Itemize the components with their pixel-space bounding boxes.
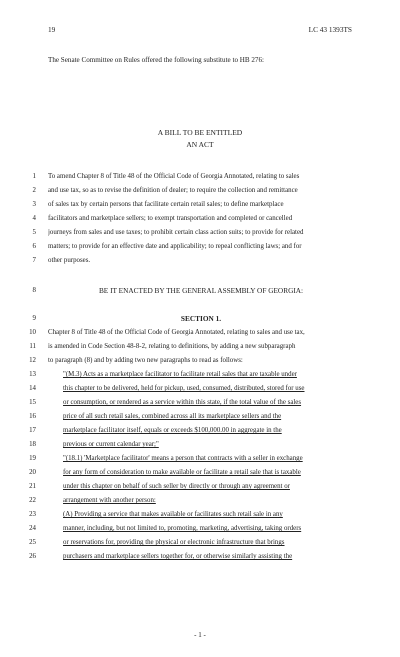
line <box>0 552 400 562</box>
line-number: 23 <box>29 511 36 518</box>
line-text: arrangement with another person: <box>63 497 156 504</box>
line-number: 12 <box>29 357 36 364</box>
line <box>0 482 400 492</box>
line <box>0 314 400 324</box>
enacting-clause: BE IT ENACTED BY THE GENERAL ASSEMBLY OF GEORGIA: <box>98 286 304 295</box>
line-number: 18 <box>29 441 36 448</box>
bill-title: A BILL TO BE ENTITLED <box>157 128 243 137</box>
line-number: 22 <box>29 497 36 504</box>
line-text: marketplace facilitator itself, equals or exceeds $100,000.00 in aggregate in the <box>63 427 282 434</box>
line <box>0 440 400 450</box>
line-number: 21 <box>29 483 36 490</box>
line <box>0 228 400 238</box>
line-number: 6 <box>32 243 36 250</box>
line-text: facilitators and marketplace sellers; to exempt transportation and completed or cancelled <box>48 215 293 222</box>
intro-text: The Senate Committee on Rules offered the following substitute to HB 276: <box>48 56 264 64</box>
line-number: 1 <box>32 173 36 180</box>
line-text: purchasers and marketplace sellers together for, or otherwise similarly assisting the <box>63 553 293 560</box>
line <box>0 328 400 338</box>
line-text: or consumption, or rendered as a service within this state, if the total value of the sales <box>63 399 302 406</box>
page-number-header: 19 <box>48 25 56 34</box>
line <box>0 342 400 352</box>
line <box>0 256 400 266</box>
line <box>0 496 400 506</box>
line-text: journeys from sales and use taxes; to prohibit certain class action suits; to provide for related <box>48 229 304 236</box>
line-text: other purposes. <box>48 257 91 264</box>
line <box>0 524 400 534</box>
line-number: 11 <box>29 343 36 350</box>
line-text: Chapter 8 of Title 48 of the Official Code of Georgia Annotated, relating to sales and use tax, <box>48 329 305 336</box>
line-text: To amend Chapter 8 of Title 48 of the Official Code of Georgia Annotated, relating to sales <box>48 173 300 180</box>
line <box>0 172 400 182</box>
line <box>0 538 400 548</box>
line-number: 16 <box>29 413 36 420</box>
line-number: 5 <box>32 229 36 236</box>
line-text: "(18.1) 'Marketplace facilitator' means a person that contracts with a seller in exchange <box>63 455 303 462</box>
line-text: "(M.3) Acts as a marketplace facilitator to facilitate retail sales that are taxable under <box>63 371 297 378</box>
line-number: 9 <box>32 315 36 322</box>
line-number: 20 <box>29 469 36 476</box>
line-text: (A) Providing a service that makes available or facilitates such retail sale in any <box>63 511 283 518</box>
line <box>0 398 400 408</box>
line <box>0 468 400 478</box>
line <box>0 200 400 210</box>
section-heading: SECTION 1. <box>180 314 222 323</box>
line <box>0 370 400 380</box>
line-text: or reservations for, providing the physical or electronic infrastructure that brings <box>63 539 285 546</box>
line-text: is amended in Code Section 48-8-2, relating to definitions, by adding a new subparagraph <box>48 343 296 350</box>
line-number: 10 <box>29 329 36 336</box>
line-number: 7 <box>32 257 36 264</box>
line-text: and use tax, so as to revise the definition of dealer; to require the collection and remittance <box>48 187 298 194</box>
line-text: to paragraph (8) and by adding two new paragraphs to read as follows: <box>48 357 243 364</box>
line-number: 24 <box>29 525 36 532</box>
line <box>0 286 400 296</box>
line-number: 14 <box>29 385 36 392</box>
line-text: previous or current calendar year;" <box>63 441 159 448</box>
line <box>0 242 400 252</box>
act-title: AN ACT <box>186 140 214 149</box>
document-id: LC 43 1393TS <box>308 25 352 34</box>
line-number: 8 <box>32 287 36 294</box>
line <box>0 426 400 436</box>
line <box>0 510 400 520</box>
line-text: this chapter to be delivered, held for pickup, used, consumed, distributed, stored for use <box>63 385 305 392</box>
line <box>0 356 400 366</box>
line-number: 3 <box>32 201 36 208</box>
line <box>0 384 400 394</box>
line-text: of sales tax by certain persons that facilitate certain retail sales; to define marketplace <box>48 201 284 208</box>
line-number: 26 <box>29 553 36 560</box>
line-text: under this chapter on behalf of such seller by directly or through any agreement or <box>63 483 290 490</box>
line-number: 15 <box>29 399 36 406</box>
line-number: 2 <box>32 187 36 194</box>
line-text: price of all such retail sales, combined across all its marketplace sellers and the <box>63 413 282 420</box>
line-text: matters; to provide for an effective date and applicability; to repeal conflicting laws; and for <box>48 243 302 250</box>
line-number: 17 <box>29 427 36 434</box>
line <box>0 454 400 464</box>
line-number: 4 <box>32 215 36 222</box>
line-number: 13 <box>29 371 36 378</box>
line-number: 25 <box>29 539 36 546</box>
line <box>0 186 400 196</box>
line-number: 19 <box>29 455 36 462</box>
line-text: manner, including, but not limited to, promoting, marketing, advertising, taking orders <box>63 525 302 532</box>
line-text: for any form of consideration to make available or facilitate a retail sale that is taxable <box>63 469 301 476</box>
line <box>0 412 400 422</box>
line <box>0 214 400 224</box>
page-footer: - 1 - <box>194 631 206 639</box>
